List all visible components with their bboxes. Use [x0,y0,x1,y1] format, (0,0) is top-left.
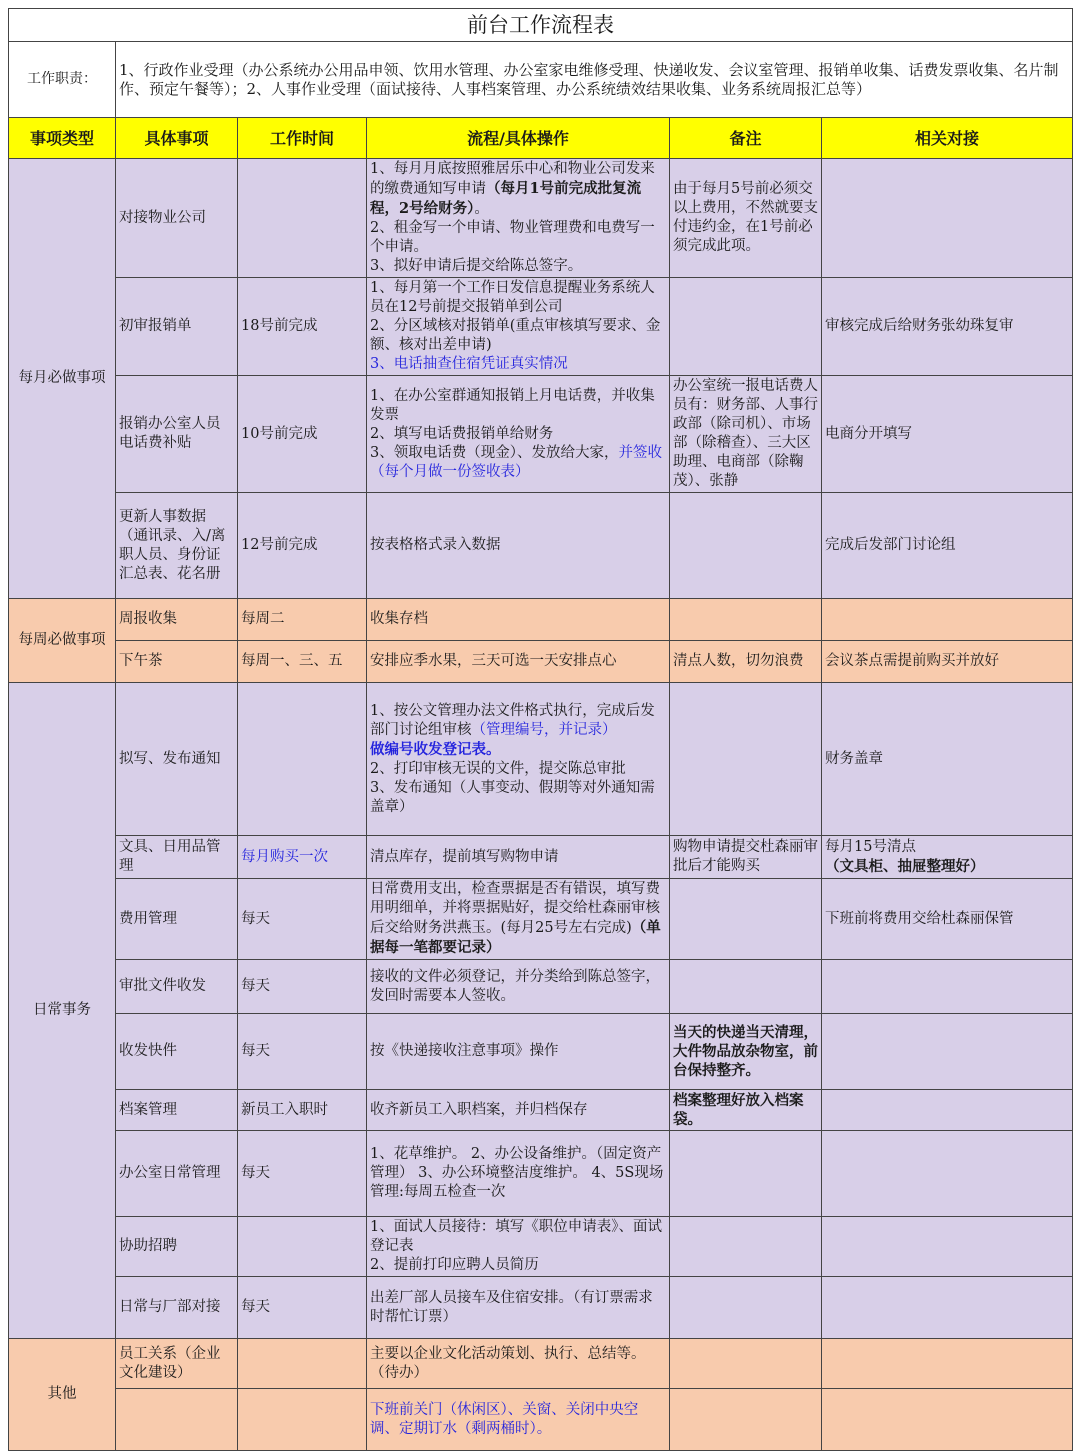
note-cell [670,960,822,1014]
process-cell: 1、每月第一个工作日发信息提醒业务系统人员在12号前提交报销单到公司 2、分区域核对报销单(重点审核填写要求、金额、核对出差申请) 3、电话抽查住宿凭证真实情况 [367,278,670,376]
note-cell: 档案整理好放入档案袋。 [670,1090,822,1131]
note-cell: 办公室统一报电话费人员有：财务部、人事行政部（除司机）、市场部（除稽查）、三大区助理、电商部（除鞠茂）、张静 [670,376,822,493]
note-cell [670,1389,822,1451]
note-cell [670,1277,822,1339]
note-cell [670,1339,822,1389]
item-cell: 初审报销单 [116,278,238,376]
note-cell [670,493,822,599]
table-row [9,159,1073,278]
item-cell: 费用管理 [116,879,238,960]
contact-cell [822,960,1073,1014]
item-cell: 对接物业公司 [116,159,238,278]
item-cell: 日常与厂部对接 [116,1277,238,1339]
note-cell: 当天的快递当天清理，大件物品放杂物室，前台保持整齐。 [670,1014,822,1090]
item-cell: 下午茶 [116,641,238,683]
category-daily: 日常事务 [9,683,116,1339]
header-row [9,118,1073,159]
note-cell [670,599,822,641]
header-note: 备注 [670,118,822,159]
contact-cell [822,1131,1073,1217]
item-cell: 更新人事数据（通讯录、入/离职人员、身份证汇总表、花名册 [116,493,238,599]
duty-text: 1、行政作业受理（办公系统办公用品申领、饮用水管理、办公室家电维修受理、快递收发、会议室管理、报销单收集、话费发票收集、名片制作、预定午餐等）；2、人事作业受理（面试接待、人事档案管理、办公系统绩效结果收集、业务系统周报汇总等） [116,42,1073,118]
item-cell: 报销办公室人员电话费补贴 [116,376,238,493]
item-cell: 档案管理 [116,1090,238,1131]
time-cell: 每天 [238,879,367,960]
contact-cell [822,1339,1073,1389]
contact-cell: 财务盖章 [822,683,1073,836]
header-item: 具体事项 [116,118,238,159]
note-cell [670,278,822,376]
header-type: 事项类型 [9,118,116,159]
item-cell: 收发快件 [116,1014,238,1090]
category-other: 其他 [9,1339,116,1451]
table-row [9,1389,1073,1451]
note-cell [670,879,822,960]
duty-label: 工作职责： [9,42,116,118]
note-cell: 清点人数，切勿浪费 [670,641,822,683]
table-row [9,493,1073,599]
process-cell: 接收的文件必须登记，并分类给到陈总签字，发回时需要本人签收。 [367,960,670,1014]
time-cell: 每周一、三、五 [238,641,367,683]
process-cell: 日常费用支出，检查票据是否有错误，填写费用明细单，并将票据贴好，提交给杜森丽审核后交给财务洪燕玉。(每月25号左右完成)（单据每一笔都要记录） [367,879,670,960]
table-row [9,641,1073,683]
table-row [9,278,1073,376]
note-cell: 购物申请提交杜森丽审批后才能购买 [670,836,822,879]
time-cell [238,1217,367,1277]
item-cell [116,1389,238,1451]
process-cell: 出差厂部人员接车及住宿安排。（有订票需求时帮忙订票） [367,1277,670,1339]
contact-cell: 会议茶点需提前购买并放好 [822,641,1073,683]
time-cell: 每周二 [238,599,367,641]
time-cell: 每天 [238,1131,367,1217]
contact-cell [822,1217,1073,1277]
item-cell: 拟写、发布通知 [116,683,238,836]
category-monthly: 每月必做事项 [9,159,116,599]
contact-cell: 审核完成后给财务张幼珠复审 [822,278,1073,376]
contact-cell [822,159,1073,278]
process-cell: 1、按公文管理办法文件格式执行，完成后发部门讨论组审核（管理编号，并记录） 做编号收发登记表。 2、打印审核无误的文件，提交陈总审批 3、发布通知（人事变动、假期等对外通知需盖章） [367,683,670,836]
table-row [9,1090,1073,1131]
process-cell: 主要以企业文化活动策划、执行、总结等。（待办） [367,1339,670,1389]
contact-cell [822,599,1073,641]
process-cell: 安排应季水果，三天可选一天安排点心 [367,641,670,683]
item-cell: 文具、日用品管理 [116,836,238,879]
time-cell [238,159,367,278]
time-cell [238,1389,367,1451]
header-time: 工作时间 [238,118,367,159]
contact-cell [822,1090,1073,1131]
header-process: 流程/具体操作 [367,118,670,159]
process-cell: 1、花草维护。 2、办公设备维护。（固定资产管理） 3、办公环境整洁度维护。 4、5S现场管理:每周五检查一次 [367,1131,670,1217]
category-weekly: 每周必做事项 [9,599,116,683]
item-cell: 周报收集 [116,599,238,641]
note-cell [670,1131,822,1217]
page-title: 前台工作流程表 [9,9,1073,42]
table-row [9,1217,1073,1277]
table-row [9,1014,1073,1090]
time-cell: 10号前完成 [238,376,367,493]
table-row [9,879,1073,960]
process-cell: 收集存档 [367,599,670,641]
process-cell: 1、每月月底按照雅居乐中心和物业公司发来的缴费通知写申请（每月1号前完成批复流程，2号给财务）。 2、租金写一个申请、物业管理费和电费写一个申请。 3、拟好申请后提交给陈总签字。 [367,159,670,278]
time-cell: 12号前完成 [238,493,367,599]
table-row [9,960,1073,1014]
table-row [9,376,1073,493]
item-cell: 员工关系（企业文化建设） [116,1339,238,1389]
time-cell: 每天 [238,1277,367,1339]
table-row [9,1339,1073,1389]
time-cell: 每天 [238,960,367,1014]
process-cell: 1、面试人员接待：填写《职位申请表》、面试登记表 2、提前打印应聘人员简历 [367,1217,670,1277]
contact-cell [822,1014,1073,1090]
process-cell: 按《快递接收注意事项》操作 [367,1014,670,1090]
contact-cell [822,1277,1073,1339]
contact-cell: 完成后发部门讨论组 [822,493,1073,599]
time-cell [238,683,367,836]
note-cell [670,683,822,836]
process-cell: 清点库存，提前填写购物申请 [367,836,670,879]
header-contact: 相关对接 [822,118,1073,159]
process-cell: 收齐新员工入职档案，并归档保存 [367,1090,670,1131]
time-cell: 18号前完成 [238,278,367,376]
process-cell: 下班前关门（休闲区）、关窗、关闭中央空调、定期订水（剩两桶时）。 [367,1389,670,1451]
time-cell: 每月购买一次 [238,836,367,879]
contact-cell: 下班前将费用交给杜森丽保管 [822,879,1073,960]
table-row [9,1131,1073,1217]
process-cell: 1、在办公室群通知报销上月电话费，并收集发票 2、填写电话费报销单给财务 3、领取电话费（现金）、发放给大家，并签收（每个月做一份签收表） [367,376,670,493]
table-row [9,599,1073,641]
item-cell: 协助招聘 [116,1217,238,1277]
table-row [9,1277,1073,1339]
contact-cell: 电商分开填写 [822,376,1073,493]
note-cell [670,1217,822,1277]
item-cell: 办公室日常管理 [116,1131,238,1217]
time-cell: 新员工入职时 [238,1090,367,1131]
table-row [9,683,1073,836]
contact-cell: 每月15号清点（文具柜、抽屉整理好） [822,836,1073,879]
time-cell [238,1339,367,1389]
process-cell: 按表格格式录入数据 [367,493,670,599]
workflow-table [8,8,1073,1451]
item-cell: 审批文件收发 [116,960,238,1014]
time-cell: 每天 [238,1014,367,1090]
table-row [9,836,1073,879]
contact-cell [822,1389,1073,1451]
note-cell: 由于每月5号前必须交以上费用，不然就要支付违约金，在1号前必须完成此项。 [670,159,822,278]
